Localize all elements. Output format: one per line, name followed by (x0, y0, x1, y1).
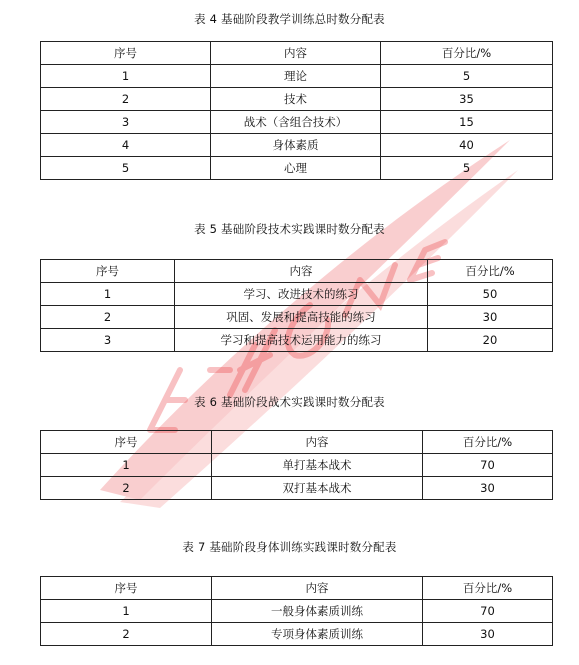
cell-content: 身体素质 (211, 134, 381, 157)
table-row (41, 65, 553, 88)
cell-percent: 5 (381, 157, 553, 180)
data-table (40, 430, 553, 500)
cell-percent: 35 (381, 88, 553, 111)
cell-index: 4 (41, 134, 211, 157)
header-cell-percent: 百分比/% (381, 42, 553, 65)
cell-index: 2 (41, 623, 212, 646)
table-row (41, 88, 553, 111)
cell-content: 心理 (211, 157, 381, 180)
cell-content: 理论 (211, 65, 381, 88)
data-table (40, 41, 553, 180)
table-caption: 表 7 基础阶段身体训练实践课时数分配表 (182, 540, 397, 554)
cell-index: 2 (41, 477, 212, 500)
table-row (41, 329, 553, 352)
table-header-row (41, 577, 553, 600)
cell-content: 专项身体素质训练 (212, 623, 423, 646)
table-row (41, 134, 553, 157)
table-header-row (41, 42, 553, 65)
cell-index: 3 (41, 329, 175, 352)
cell-content: 战术（含组合技术） (211, 111, 381, 134)
data-table (40, 576, 553, 646)
table-caption: 表 5 基础阶段技术实践课时数分配表 (194, 222, 385, 236)
cell-content: 学习和提高技术运用能力的练习 (175, 329, 428, 352)
table-row (41, 306, 553, 329)
cell-percent: 20 (428, 329, 553, 352)
header-cell-content: 内容 (212, 577, 423, 600)
cell-index: 1 (41, 283, 175, 306)
cell-percent: 40 (381, 134, 553, 157)
header-cell-percent: 百分比/% (423, 577, 553, 600)
cell-content: 技术 (211, 88, 381, 111)
cell-content: 一般身体素质训练 (212, 600, 423, 623)
cell-content: 巩固、发展和提高技能的练习 (175, 306, 428, 329)
cell-index: 2 (41, 306, 175, 329)
table-row (41, 600, 553, 623)
table-caption: 表 4 基础阶段教学训练总时数分配表 (194, 12, 385, 26)
table-row (41, 623, 553, 646)
cell-percent: 15 (381, 111, 553, 134)
cell-index: 2 (41, 88, 211, 111)
cell-content: 单打基本战术 (212, 454, 423, 477)
cell-content: 学习、改进技术的练习 (175, 283, 428, 306)
header-cell-percent: 百分比/% (423, 431, 553, 454)
header-cell-content: 内容 (212, 431, 423, 454)
table-row (41, 111, 553, 134)
header-cell-index: 序号 (41, 431, 212, 454)
header-cell-percent: 百分比/% (428, 260, 553, 283)
header-cell-content: 内容 (175, 260, 428, 283)
header-cell-index: 序号 (41, 260, 175, 283)
cell-percent: 50 (428, 283, 553, 306)
table-header-row (41, 431, 553, 454)
table-row (41, 454, 553, 477)
cell-percent: 30 (423, 623, 553, 646)
table-row (41, 157, 553, 180)
cell-content: 双打基本战术 (212, 477, 423, 500)
header-cell-content: 内容 (211, 42, 381, 65)
cell-percent: 30 (423, 477, 553, 500)
cell-index: 1 (41, 454, 212, 477)
cell-percent: 70 (423, 454, 553, 477)
cell-index: 5 (41, 157, 211, 180)
table-row (41, 477, 553, 500)
table-caption: 表 6 基础阶段战术实践课时数分配表 (194, 395, 385, 409)
table-header-row (41, 260, 553, 283)
cell-percent: 30 (428, 306, 553, 329)
header-cell-index: 序号 (41, 42, 211, 65)
cell-index: 3 (41, 111, 211, 134)
data-table (40, 259, 553, 352)
cell-percent: 5 (381, 65, 553, 88)
cell-percent: 70 (423, 600, 553, 623)
cell-index: 1 (41, 65, 211, 88)
header-cell-index: 序号 (41, 577, 212, 600)
cell-index: 1 (41, 600, 212, 623)
table-row (41, 283, 553, 306)
